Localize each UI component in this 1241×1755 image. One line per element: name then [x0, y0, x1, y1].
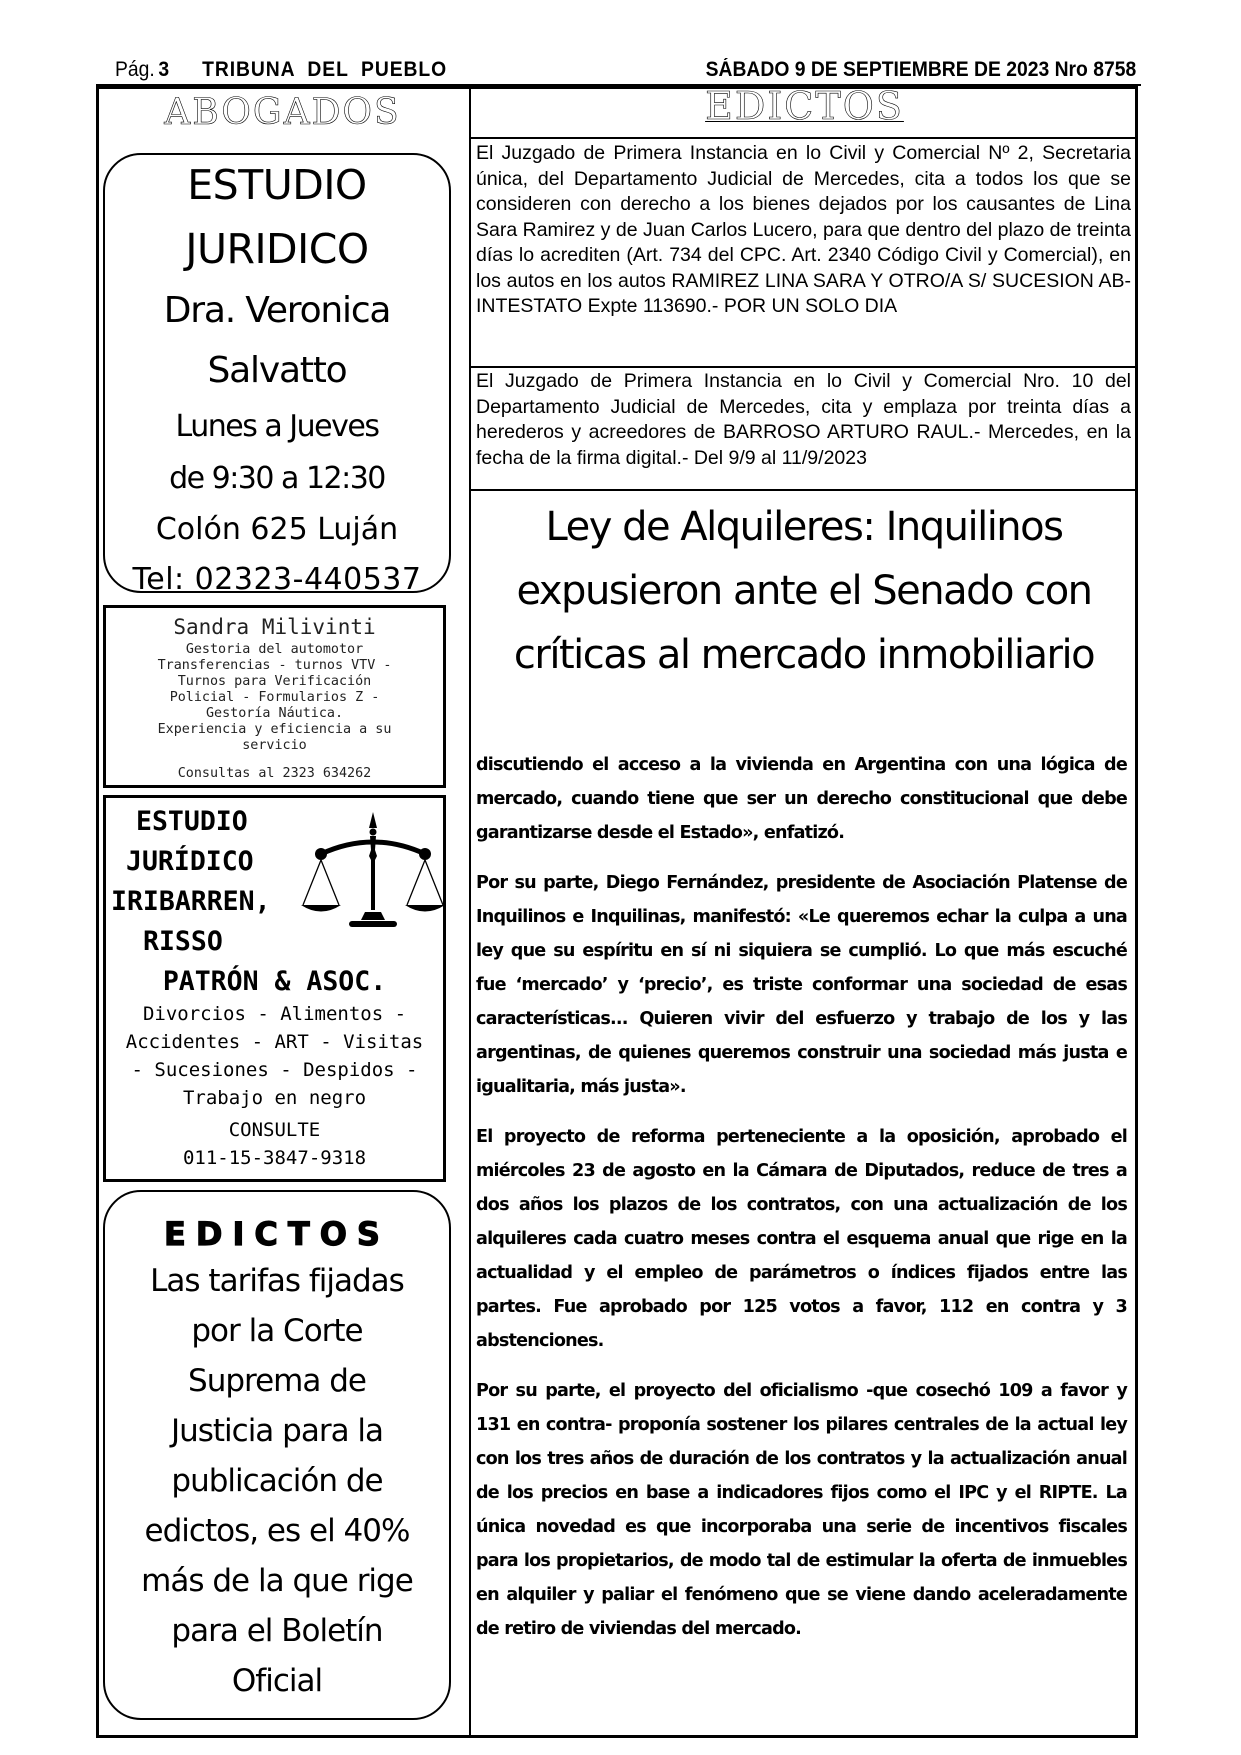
ad-estudio-veronica-salvatto — [103, 153, 451, 597]
page-label: Pág. — [115, 58, 155, 81]
article-body — [471, 748, 1131, 1662]
ad-services — [106, 1000, 443, 1112]
article-paragraph: El proyecto de reforma perteneciente a la oposición, aprobado el miércoles 23 de agosto en la Cámara de Diputados, reduce de tres a dos años los plazos de los contratos, con una actualización de los alquileres cada cuatro meses contra el esquema anual que rige en la actualidad y el empleo de parámetros o índices fijados entre las partes. Fue aprobado por 125 votos a favor, 112 en contra y 3 abstenciones. — [476, 1127, 1127, 1351]
edicto-divider — [471, 366, 1137, 368]
ad-title: EDICTOS — [164, 1215, 390, 1253]
ad-line: Lunes a Jueves — [175, 409, 379, 444]
ad-sandra-milivinti — [103, 605, 446, 788]
ad-edictos-tarifas — [103, 1190, 451, 1720]
ad-contact: Consultas al 2323 634262 — [177, 766, 372, 781]
section-rule — [471, 137, 1137, 139]
ad-body-line: Suprema de — [188, 1363, 366, 1399]
edicto-divider — [471, 489, 1137, 491]
ad-line: RISSO — [143, 926, 223, 957]
ad-phone: Tel: 02323-440537 — [132, 562, 422, 597]
ad-line: de 9:30 a 12:30 — [169, 461, 385, 496]
edicto-notice: El Juzgado de Primera Instancia en lo Civil y Comercial Nro. 10 del Departamento Judicial de Mercedes, cita y emplaza por treinta días a herederos y acreedores de BARROSO ARTURO RAUL.- Mercedes, en la fecha de la firma digital.- Del 9/9 al 11/9/2023 — [476, 370, 1131, 469]
ad-firm-name — [106, 802, 306, 962]
masthead — [115, 58, 1137, 86]
ad-desc-line: Transferencias - turnos VTV - — [157, 658, 392, 673]
ad-body-line: más de la que rige — [141, 1563, 413, 1599]
ad-line: Dra. Veronica — [163, 290, 391, 331]
ad-line: PATRÓN & ASOC. — [162, 966, 387, 997]
ad-line: JURIDICO — [185, 225, 369, 273]
ad-body-line: Las tarifas fijadas — [150, 1263, 404, 1299]
ad-desc-line: Gestoria del automotor — [185, 642, 364, 657]
ad-line: JURÍDICO — [126, 846, 254, 877]
ad-desc-line: servicio — [242, 738, 307, 753]
newspaper-name: TRIBUNA DEL PUEBLO — [202, 58, 448, 81]
ad-body-line: por la Corte — [191, 1313, 363, 1349]
issue-date: SÁBADO 9 DE SEPTIEMBRE DE 2023 Nro 8758 — [705, 58, 1137, 81]
article-paragraph: Por su parte, el proyecto del oficialismo -que cosechó 109 a favor y 131 en contra- proponía sostener los pilares centrales de la actual ley con los tres años de duración de los contratos y la actualización anual de los precios en base a indicadores fijos como el IPC y el RIPTE. La única novedad es que incorporaba una serie de incentivos fiscales para los propietarios, de modo tal de estimular la oferta de inmuebles en alquiler y paliar el fenómeno que se viene dando aceleradamente de retiro de viviendas del mercado. — [476, 1381, 1127, 1639]
ad-line: ESTUDIO — [136, 806, 248, 837]
ad-phone: 011-15-3847-9318 — [182, 1147, 367, 1169]
ad-body-line: Oficial — [231, 1663, 323, 1699]
ad-desc-line: Experiencia y eficiencia a su — [157, 722, 392, 737]
ad-name: Sandra Milivinti — [173, 615, 376, 639]
ad-service-line: Divorcios - Alimentos - — [142, 1003, 407, 1025]
article-paragraph: Por su parte, Diego Fernández, presidente de Asociación Platense de Inquilinos e Inquilinas, manifestó: «Le queremos echar la culpa a una ley que su espíritu en sí ni siquiera se cumplió. Lo que más escuché fue ‘mercado’ y ‘precio’, es triste conformar una sociedad de esas características... Quieren vivir del esfuerzo y trabajo de los y las argentinas, de quienes queremos construir una sociedad más justa e igualitaria, más justa». — [476, 873, 1127, 1097]
ad-body — [105, 1256, 449, 1706]
ad-desc-line: Policial - Formularios Z - — [169, 690, 380, 705]
ad-body-line: Justicia para la — [170, 1413, 384, 1449]
ad-service-line: - Sucesiones - Despidos - — [131, 1059, 418, 1081]
ad-line: ESTUDIO — [187, 161, 367, 209]
ad-estudio-iribarren — [103, 795, 446, 1182]
ad-desc-line: Gestoría Náutica. — [205, 706, 344, 721]
edictos-section-title: EDICTOS — [705, 84, 904, 128]
edicto-notice: El Juzgado de Primera Instancia en lo Civil y Comercial Nº 2, Secretaria única, del Departamento Judicial de Mercedes, cita a todos los que se consideren con derecho a los bienes dejados por los causantes de Lina Sara Ramirez y de Juan Carlos Lucero, para que dentro del plazo de treinta días lo acrediten (Art. 734 del CPC. Art. 2340 Código Civil y Comercial), en los autos en los autos RAMIREZ LINA SARA Y OTRO/A S/ SUCESION AB-INTESTATO Expte 113690.- POR UN SOLO DIA — [476, 142, 1131, 317]
ad-body-line: publicación de — [171, 1463, 383, 1499]
ad-body-line: edictos, es el 40% — [144, 1513, 410, 1549]
ad-cta: CONSULTE — [228, 1119, 321, 1141]
ad-line: Salvatto — [207, 350, 347, 391]
article-paragraph: discutiendo el acceso a la vivienda en Argentina con una lógica de mercado, cuando tiene que ser un derecho constitucional que debe garantizarse desde el Estado», enfatizó. — [476, 755, 1127, 843]
ad-address: Colón 625 Luján — [155, 512, 399, 547]
scales-of-justice-icon — [301, 810, 446, 935]
page-number: 3 — [158, 58, 170, 81]
ad-desc-line: Turnos para Verificación — [177, 674, 372, 689]
ad-service-line: Trabajo en negro — [182, 1087, 367, 1109]
ad-body-line: para el Boletín — [171, 1613, 383, 1649]
ad-description — [106, 642, 443, 754]
article-headline: Ley de Alquileres: Inquilinos expusieron ante el Senado con críticas al mercado inmobiliario — [513, 504, 1095, 678]
ad-line: IRIBARREN, — [111, 886, 271, 917]
ad-service-line: Accidentes - ART - Visitas — [125, 1031, 424, 1053]
abogados-section-title: ABOGADOS — [164, 92, 401, 133]
